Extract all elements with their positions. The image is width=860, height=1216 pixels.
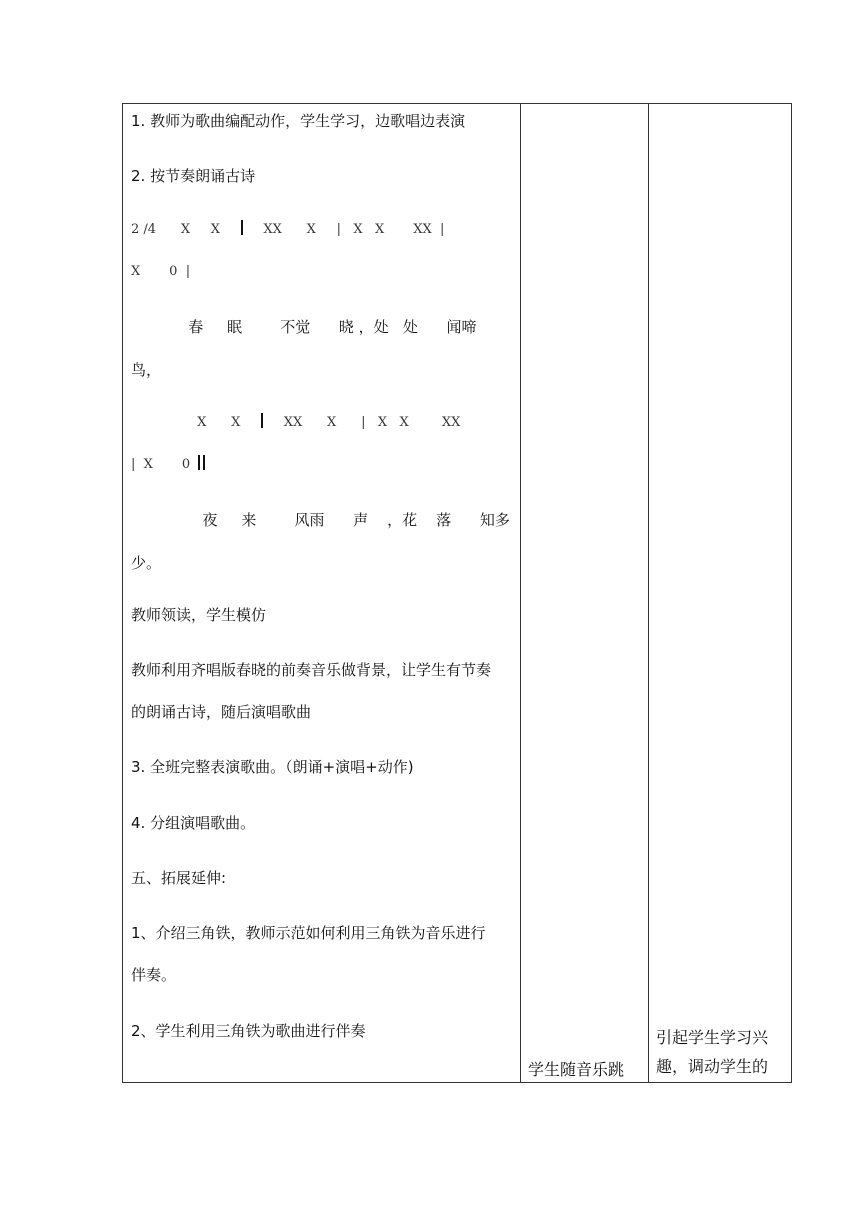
extension-1-text: 1、介绍三角铁，教师示范如何利用三角铁为音乐进行 — [131, 924, 486, 942]
rhythm-line-2a: X X — [131, 415, 241, 430]
rhythm-line-1c: X 0 | — [131, 264, 191, 279]
poem-line-1-end: 鸟， — [131, 361, 162, 379]
design-intent-line-1: 引起学生学习兴 — [656, 1028, 769, 1047]
rhythm-line-2c — [131, 455, 205, 475]
poem-line-1: 春 眠 不觉 晓 ，处 处 闻啼 — [131, 318, 477, 336]
step-2-text: 2. 按节奏朗诵古诗 — [131, 167, 256, 185]
extension-1-text-2: 伴奏。 — [131, 966, 177, 984]
section-5-heading: 五、拓展延伸: — [131, 869, 227, 887]
final-bar-line — [198, 455, 200, 470]
final-bar-line — [203, 455, 205, 470]
step-3-text: 3. 全班完整表演歌曲。（朗诵+演唱+动作) — [131, 758, 414, 776]
rhythm-line-1 — [131, 220, 444, 240]
lead-reading-text: 教师领读，学生模仿 — [131, 606, 267, 624]
background-music-text: 教师利用齐唱版春晓的前奏音乐做背景，让学生有节奏 — [131, 661, 492, 679]
step-4-text: 4. 分组演唱歌曲。 — [131, 814, 256, 832]
student-activity-text: 学生随音乐跳 — [528, 1060, 625, 1079]
extension-2-text: 2、学生利用三角铁为歌曲进行伴奏 — [131, 1022, 366, 1040]
rhythm-line-1b: XX X | X X XX | — [242, 222, 445, 237]
rhythm-line-2 — [131, 413, 460, 433]
poem-line-2: 夜 来 风雨 声 ，花 落 知多 — [131, 511, 510, 529]
design-intent-line-2: 趣，调动学生的 — [656, 1057, 769, 1076]
rhythm-line-2c-text: | X 0 — [131, 457, 191, 472]
column-divider-2 — [648, 104, 649, 1082]
lesson-table — [122, 103, 792, 1083]
poem-line-2-end: 少。 — [131, 554, 162, 572]
rhythm-line-1a: 2 /4 X X — [131, 222, 221, 237]
teaching-process-cell — [123, 104, 521, 1082]
rhythm-line-2b: XX X | X X XX — [263, 415, 461, 430]
step-1-text: 1. 教师为歌曲编配动作，学生学习，边歌唱边表演 — [131, 112, 466, 130]
background-music-text-2: 的朗诵古诗，随后演唱歌曲 — [131, 703, 312, 721]
